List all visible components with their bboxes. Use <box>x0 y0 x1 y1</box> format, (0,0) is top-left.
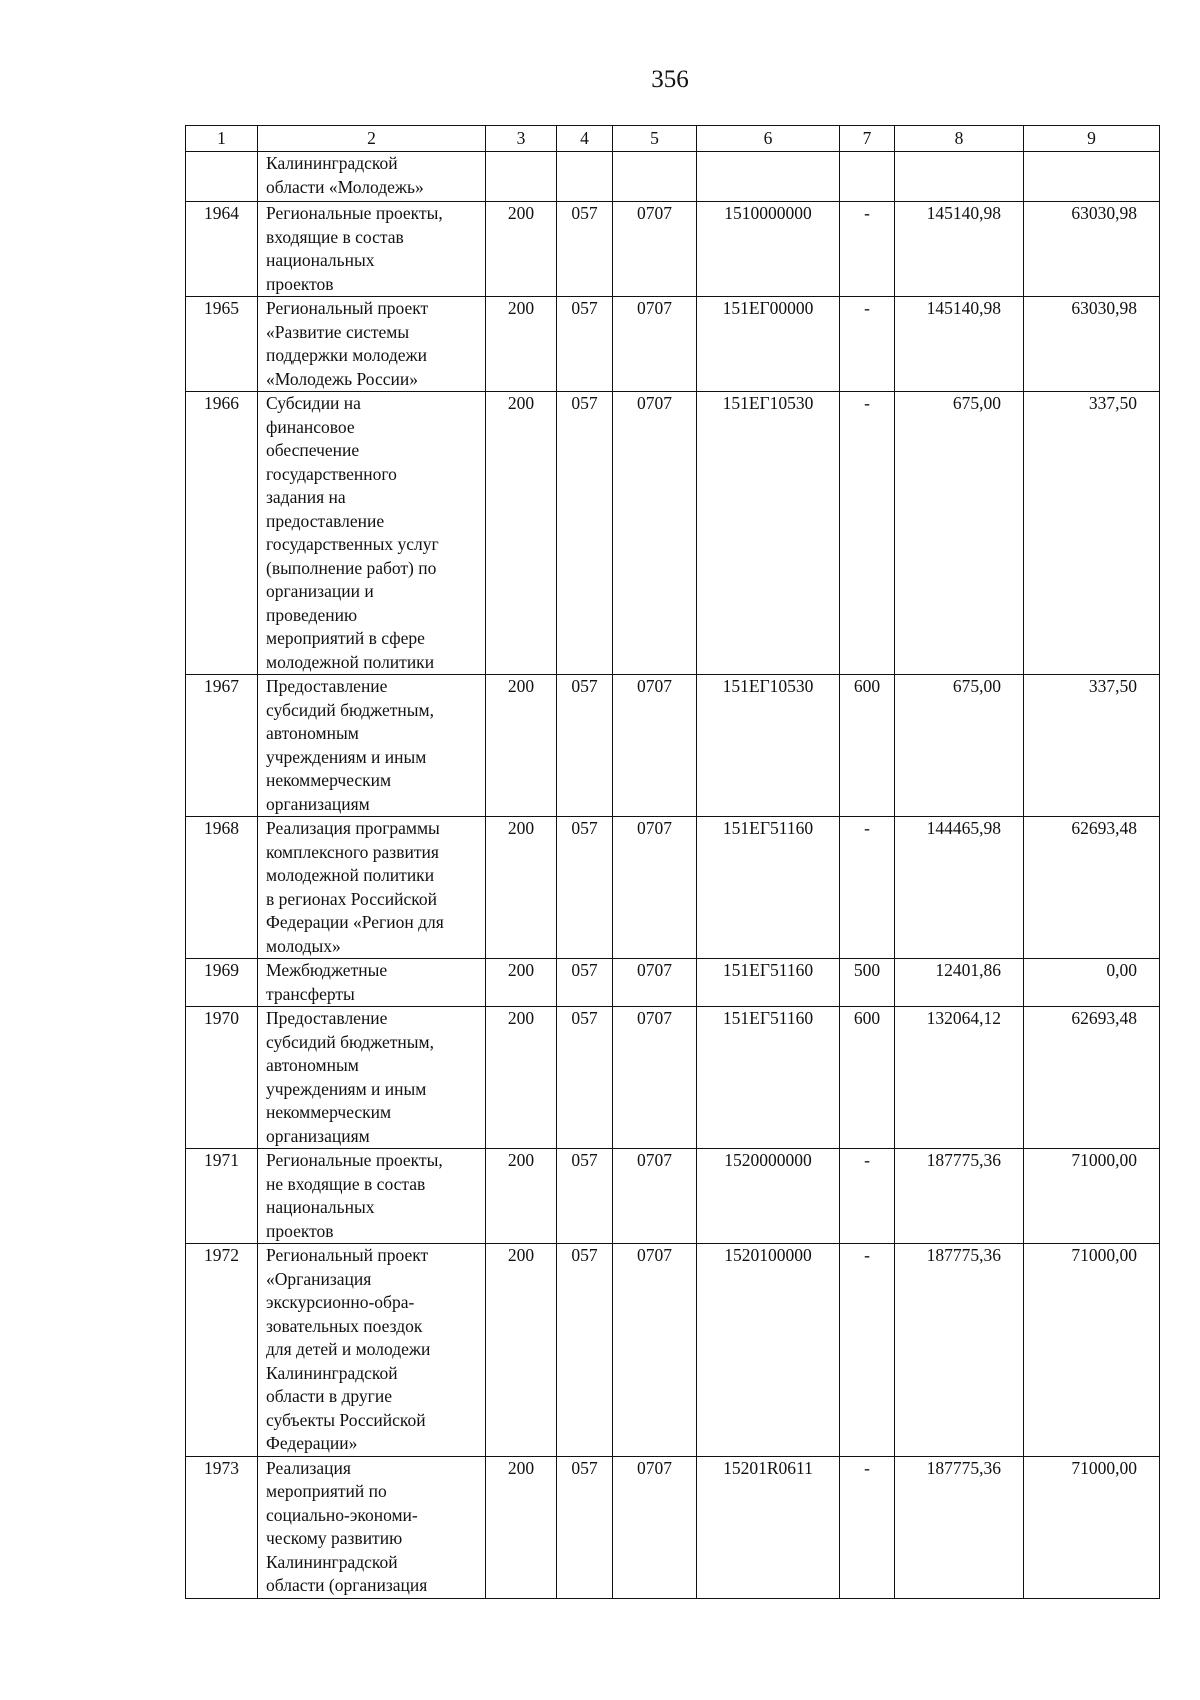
cell-amount-9: 337,50 <box>1024 675 1160 817</box>
cell-col-4: 057 <box>557 392 613 675</box>
cell-col-5: 0707 <box>613 1149 697 1244</box>
column-header-8: 8 <box>895 126 1024 152</box>
cell-expense-type: - <box>840 1149 895 1244</box>
cell-expense-type <box>840 152 895 202</box>
row-description: Субсидии на финансовое обеспечение государственного задания на предоставление государственных услуг (выполнение работ) по организации и проведению мероприятий в сфере молодежной политики <box>258 392 486 675</box>
row-description: Предоставление субсидий бюджетным, автономным учреждениям и иным некоммерческим организациям <box>258 1007 486 1149</box>
cell-amount-8: 675,00 <box>895 392 1024 675</box>
row-description: Реализация мероприятий по социально-экономи- ческому развитию Калининградской области (организация <box>258 1456 486 1598</box>
cell-col-4: 057 <box>557 675 613 817</box>
cell-col-3: 200 <box>486 1007 557 1149</box>
cell-amount-9: 71000,00 <box>1024 1149 1160 1244</box>
row-description: Региональный проект «Развитие системы поддержки молодежи «Молодежь России» <box>258 297 486 392</box>
cell-col-3: 200 <box>486 1244 557 1457</box>
row-number: 1968 <box>186 817 258 959</box>
cell-col-4 <box>557 152 613 202</box>
table-row <box>186 675 1160 817</box>
row-description: Межбюджетные трансферты <box>258 959 486 1007</box>
row-number: 1971 <box>186 1149 258 1244</box>
table-row <box>186 1456 1160 1598</box>
table-row <box>186 152 1160 202</box>
row-description: Предоставление субсидий бюджетным, автономным учреждениям и иным некоммерческим организациям <box>258 675 486 817</box>
cell-col-3 <box>486 152 557 202</box>
column-header-2: 2 <box>258 126 486 152</box>
cell-code: 151ЕГ51160 <box>697 1007 840 1149</box>
page-number: 356 <box>651 66 689 93</box>
cell-col-5: 0707 <box>613 392 697 675</box>
row-number: 1965 <box>186 297 258 392</box>
cell-code: 151ЕГ51160 <box>697 817 840 959</box>
table-row <box>186 1244 1160 1457</box>
cell-col-4: 057 <box>557 817 613 959</box>
row-description: Региональные проекты, входящие в состав национальных проектов <box>258 202 486 297</box>
cell-expense-type: - <box>840 392 895 675</box>
cell-expense-type: 500 <box>840 959 895 1007</box>
cell-amount-9: 63030,98 <box>1024 297 1160 392</box>
cell-code: 1510000000 <box>697 202 840 297</box>
cell-col-3: 200 <box>486 202 557 297</box>
cell-col-3: 200 <box>486 1456 557 1598</box>
row-description: Калининградской области «Молодежь» <box>258 152 486 202</box>
table-row <box>186 1149 1160 1244</box>
cell-code <box>697 152 840 202</box>
cell-amount-8: 132064,12 <box>895 1007 1024 1149</box>
cell-col-3: 200 <box>486 817 557 959</box>
cell-amount-8: 12401,86 <box>895 959 1024 1007</box>
cell-amount-9: 62693,48 <box>1024 1007 1160 1149</box>
cell-code: 151ЕГ00000 <box>697 297 840 392</box>
cell-col-5: 0707 <box>613 202 697 297</box>
cell-col-5: 0707 <box>613 675 697 817</box>
table-body <box>186 152 1160 1599</box>
table-row <box>186 1007 1160 1149</box>
cell-col-3: 200 <box>486 1149 557 1244</box>
cell-expense-type: - <box>840 1244 895 1457</box>
table-row <box>186 202 1160 297</box>
row-description: Региональный проект «Организация экскурсионно-обра- зовательных поездок для детей и молодежи Калининградской области в другие субъекты Российской Федерации» <box>258 1244 486 1457</box>
table-row <box>186 817 1160 959</box>
cell-code: 151ЕГ10530 <box>697 675 840 817</box>
row-number: 1973 <box>186 1456 258 1598</box>
column-header-6: 6 <box>697 126 840 152</box>
cell-amount-9: 337,50 <box>1024 392 1160 675</box>
cell-col-4: 057 <box>557 1149 613 1244</box>
cell-col-4: 057 <box>557 1456 613 1598</box>
table-row <box>186 959 1160 1007</box>
cell-code: 1520100000 <box>697 1244 840 1457</box>
cell-expense-type: 600 <box>840 1007 895 1149</box>
row-number: 1966 <box>186 392 258 675</box>
row-number: 1972 <box>186 1244 258 1457</box>
table-row <box>186 297 1160 392</box>
cell-col-4: 057 <box>557 202 613 297</box>
cell-col-3: 200 <box>486 959 557 1007</box>
cell-col-5 <box>613 152 697 202</box>
cell-expense-type: - <box>840 1456 895 1598</box>
cell-code: 151ЕГ10530 <box>697 392 840 675</box>
row-number: 1964 <box>186 202 258 297</box>
cell-col-3: 200 <box>486 297 557 392</box>
cell-amount-8: 187775,36 <box>895 1456 1024 1598</box>
cell-amount-8 <box>895 152 1024 202</box>
table-row <box>186 392 1160 675</box>
cell-amount-9 <box>1024 152 1160 202</box>
column-header-3: 3 <box>486 126 557 152</box>
column-header-7: 7 <box>840 126 895 152</box>
row-number <box>186 152 258 202</box>
row-description: Реализация программы комплексного развития молодежной политики в регионах Российской Федерации «Регион для молодых» <box>258 817 486 959</box>
cell-code: 1520000000 <box>697 1149 840 1244</box>
cell-amount-9: 71000,00 <box>1024 1244 1160 1457</box>
cell-col-4: 057 <box>557 1244 613 1457</box>
cell-col-5: 0707 <box>613 959 697 1007</box>
row-number: 1970 <box>186 1007 258 1149</box>
cell-expense-type: 600 <box>840 675 895 817</box>
cell-amount-8: 675,00 <box>895 675 1024 817</box>
cell-col-5: 0707 <box>613 1244 697 1457</box>
budget-table <box>185 125 1160 1599</box>
cell-col-3: 200 <box>486 675 557 817</box>
cell-col-5: 0707 <box>613 297 697 392</box>
cell-expense-type: - <box>840 297 895 392</box>
row-number: 1967 <box>186 675 258 817</box>
cell-amount-8: 144465,98 <box>895 817 1024 959</box>
column-header-5: 5 <box>613 126 697 152</box>
cell-expense-type: - <box>840 202 895 297</box>
cell-col-4: 057 <box>557 297 613 392</box>
cell-col-5: 0707 <box>613 1007 697 1149</box>
cell-amount-8: 145140,98 <box>895 297 1024 392</box>
cell-col-3: 200 <box>486 392 557 675</box>
cell-col-4: 057 <box>557 1007 613 1149</box>
column-header-1: 1 <box>186 126 258 152</box>
cell-expense-type: - <box>840 817 895 959</box>
cell-amount-8: 187775,36 <box>895 1244 1024 1457</box>
cell-amount-8: 145140,98 <box>895 202 1024 297</box>
cell-code: 15201R0611 <box>697 1456 840 1598</box>
cell-amount-9: 62693,48 <box>1024 817 1160 959</box>
column-header-9: 9 <box>1024 126 1160 152</box>
column-header-4: 4 <box>557 126 613 152</box>
cell-amount-9: 63030,98 <box>1024 202 1160 297</box>
cell-amount-9: 0,00 <box>1024 959 1160 1007</box>
cell-col-5: 0707 <box>613 817 697 959</box>
cell-code: 151ЕГ51160 <box>697 959 840 1007</box>
cell-amount-8: 187775,36 <box>895 1149 1024 1244</box>
row-description: Региональные проекты, не входящие в состав национальных проектов <box>258 1149 486 1244</box>
cell-col-4: 057 <box>557 959 613 1007</box>
cell-col-5: 0707 <box>613 1456 697 1598</box>
cell-amount-9: 71000,00 <box>1024 1456 1160 1598</box>
table-header-row <box>186 126 1160 152</box>
row-number: 1969 <box>186 959 258 1007</box>
